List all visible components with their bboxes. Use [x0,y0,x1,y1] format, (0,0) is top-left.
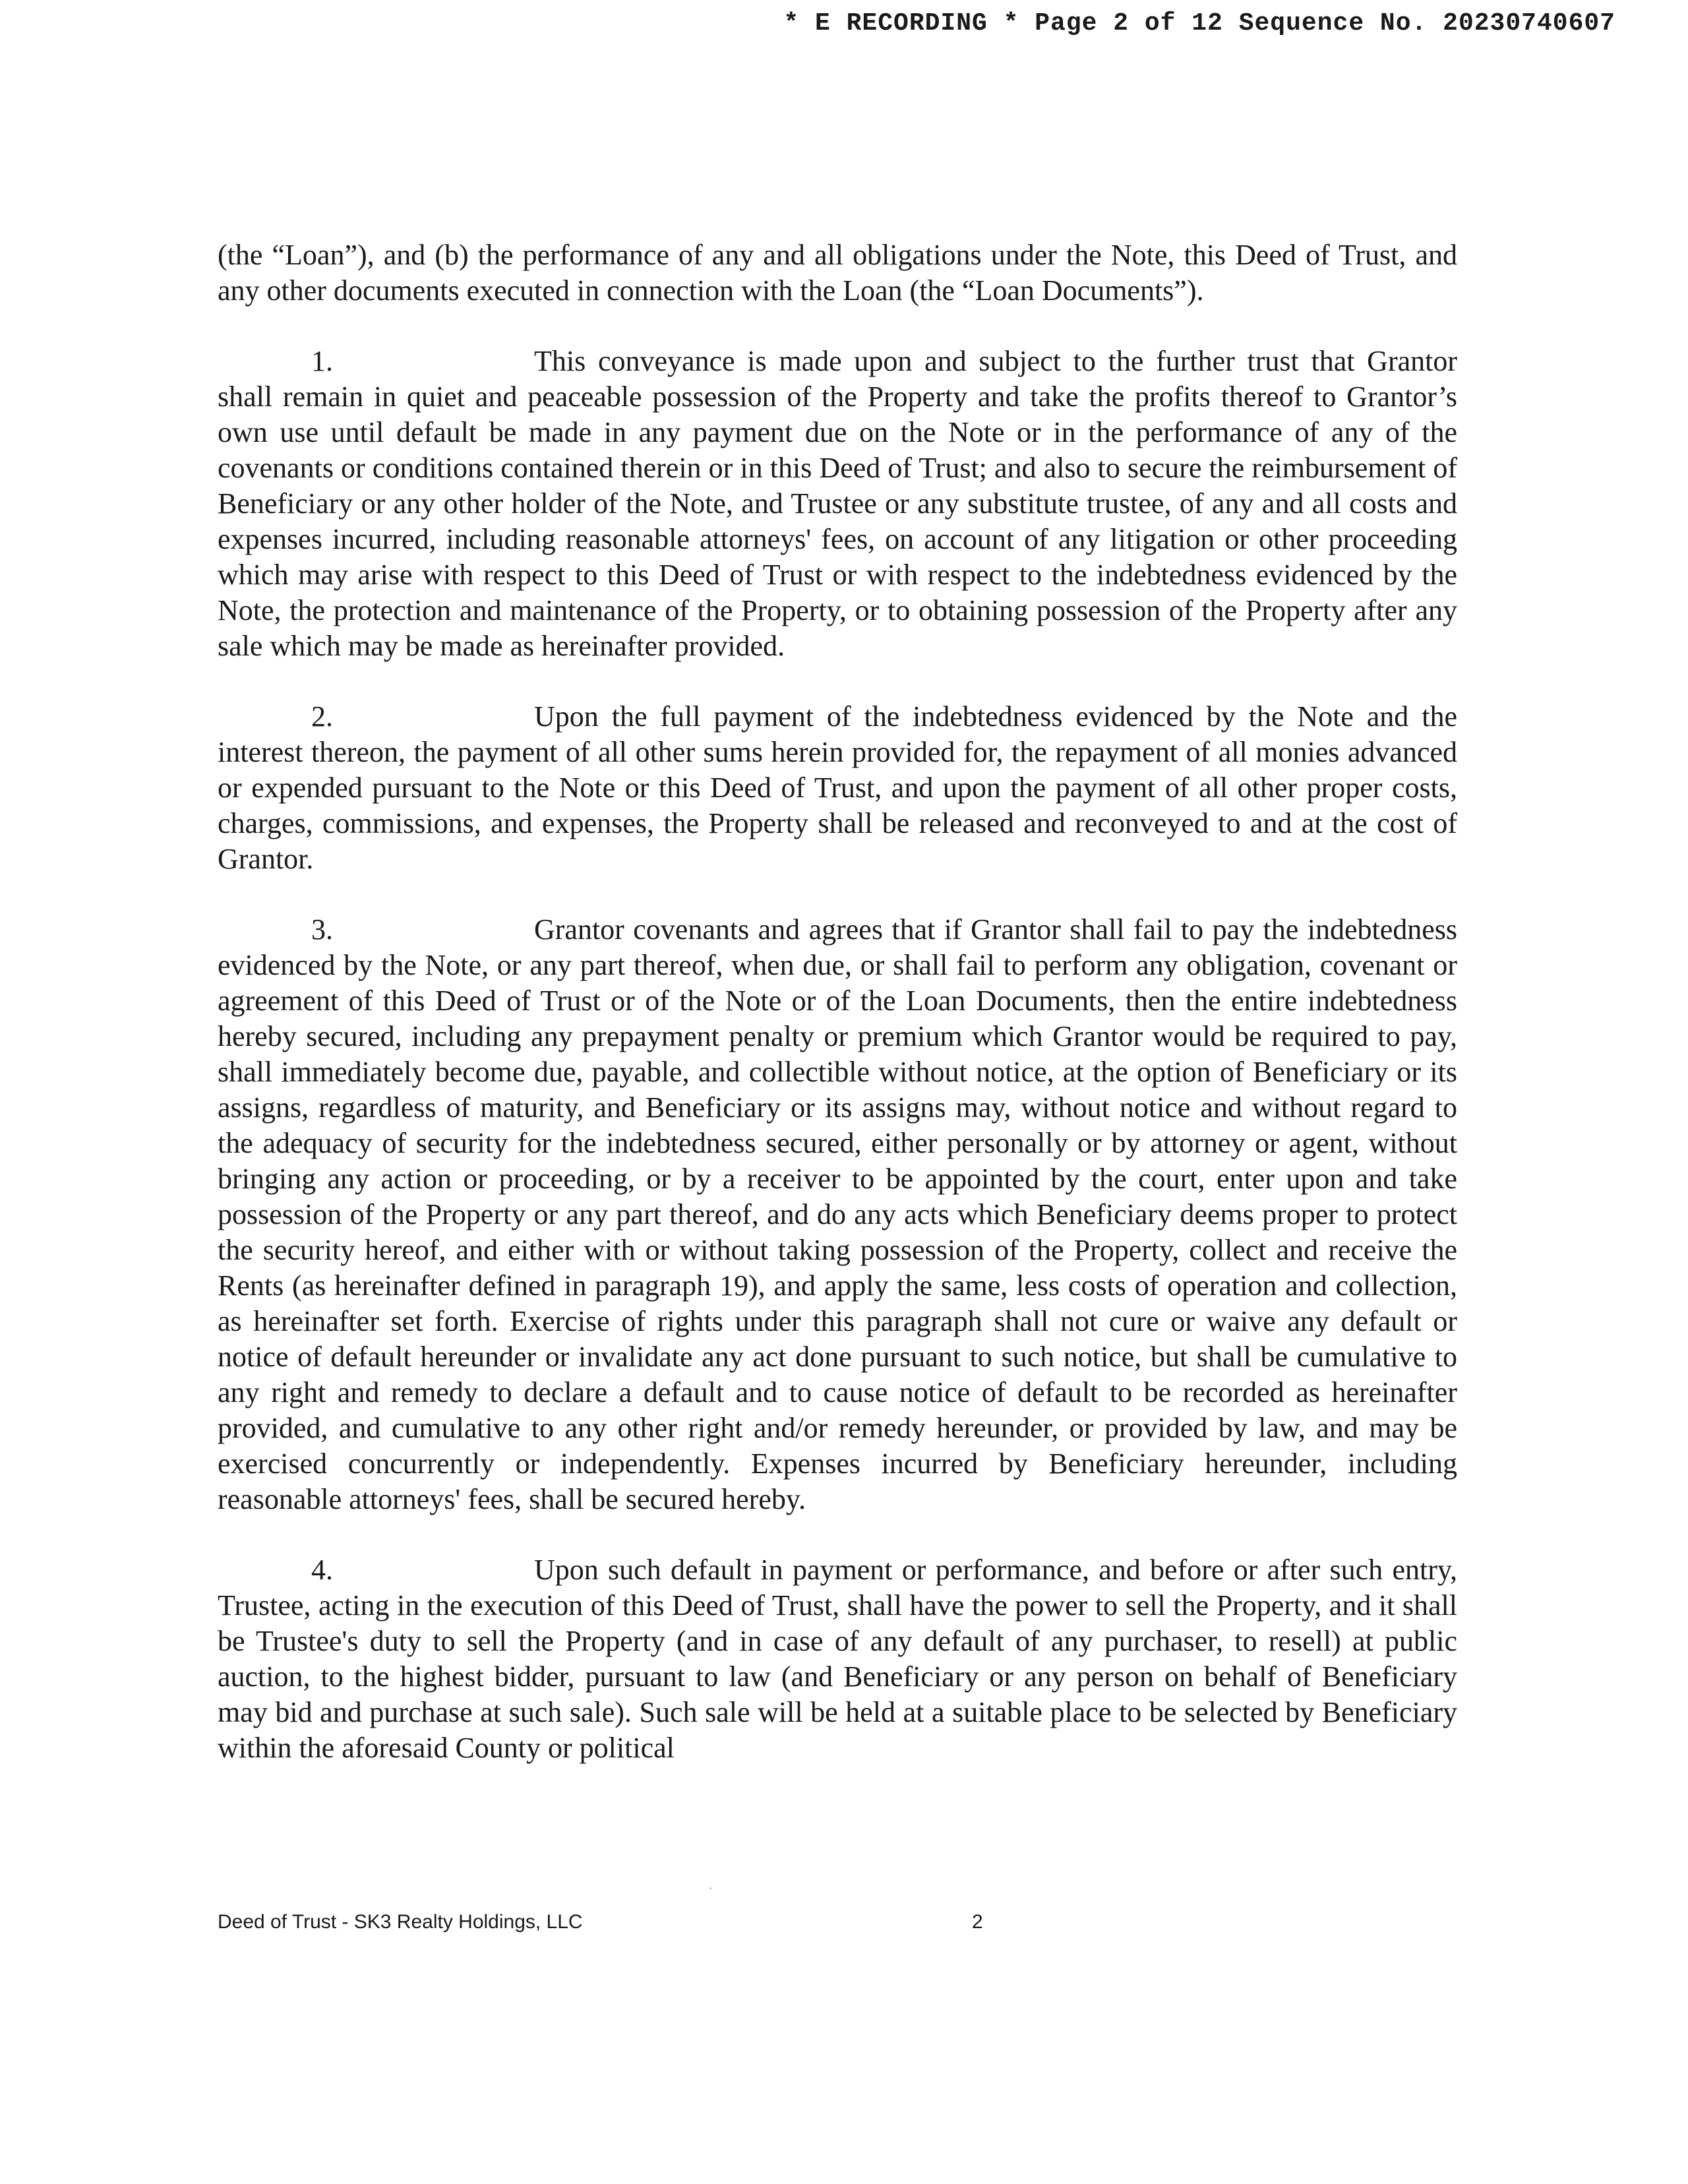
paragraph-text: Grantor covenants and agrees that if Grantor shall fail to pay the indebtedness evidenced by the Note, or any part thereof, when due, or shall fail to perform any obligation, covenant or agreement of this Deed of Trust or of the Note or of the Loan Documents, then the entire indebtedness hereby secured, including any prepayment penalty or premium which Grantor would be required to pay, shall immediately become due, payable, and collectible without notice, at the option of Beneficiary or its assigns, regardless of maturity, and Beneficiary or its assigns may, without notice and without regard to the adequacy of security for the indebtedness secured, either personally or by attorney or agent, without bringing any action or proceeding, or by a receiver to be appointed by the court, enter upon and take possession of the Property or any part thereof, and do any acts which Beneficiary deems proper to protect the security hereof, and either with or without taking possession of the Property, collect and receive the Rents (as hereinafter defined in paragraph 19), and apply the same, less costs of operation and collection, as hereinafter set forth. Exercise of rights under this paragraph shall not cure or waive any default or notice of default hereunder or invalidate any act done pursuant to such notice, but shall be cumulative to any right and remedy to declare a default and to cause notice of default to be recorded as hereinafter provided, and cumulative to any other right and/or remedy hereunder, or provided by law, and may be exercised concurrently or independently. Expenses incurred by Beneficiary hereunder, including reasonable attorneys' fees, shall be secured hereby. [218,913,1457,1515]
paragraph-number: 2. [311,700,333,733]
paragraph-number: 4. [311,1554,333,1586]
paragraph-number: 3. [311,913,333,946]
paragraph-text: Upon the full payment of the indebtedness evidenced by the Note and the interest thereon, the payment of all other sums herein provided for, the repayment of all monies advanced or expended pursuant to the Note or this Deed of Trust, and upon the payment of all other proper costs, charges, commissions, and expenses, the Property shall be released and reconveyed to and at the cost of Grantor. [218,700,1457,875]
footer-page-number: 2 [972,1911,983,1933]
scan-speck [709,1887,711,1889]
paragraph-4 [218,1552,1457,1766]
paragraph-2 [218,699,1457,877]
footer-document-title: Deed of Trust - SK3 Realty Holdings, LLC [218,1911,583,1933]
paragraph-text: (the “Loan”), and (b) the performance of any and all obligations under the Note, this Deed of Trust, and any other documents executed in connection with the Loan (the “Loan Documents”). [218,239,1457,307]
paragraph-continuation [218,237,1457,309]
recording-stamp: * E RECORDING * Page 2 of 12 Sequence No. 20230740607 [783,9,1615,38]
paragraph-number: 1. [311,345,333,377]
paragraph-3 [218,912,1457,1517]
paragraph-text: This conveyance is made upon and subject to the further trust that Grantor shall remain in quiet and peaceable possession of the Property and take the profits thereof to Grantor’s own use until default be made in any payment due on the Note or in the performance of any of the covenants or conditions contained therein or in this Deed of Trust; and also to secure the reimbursement of Beneficiary or any other holder of the Note, and Trustee or any substitute trustee, of any and all costs and expenses incurred, including reasonable attorneys' fees, on account of any litigation or other proceeding which may arise with respect to this Deed of Trust or with respect to the indebtedness evidenced by the Note, the protection and maintenance of the Property, or to obtaining possession of the Property after any sale which may be made as hereinafter provided. [218,345,1457,662]
paragraph-text: Upon such default in payment or performance, and before or after such entry, Trustee, acting in the execution of this Deed of Trust, shall have the power to sell the Property, and it shall be Trustee's duty to sell the Property (and in case of any default of any purchaser, to resell) at public auction, to the highest bidder, pursuant to law (and Beneficiary or any person on behalf of Beneficiary may bid and purchase at such sale). Such sale will be held at a suitable place to be selected by Beneficiary within the aforesaid County or political [218,1554,1457,1764]
document-body [218,237,1457,1801]
paragraph-1 [218,344,1457,664]
